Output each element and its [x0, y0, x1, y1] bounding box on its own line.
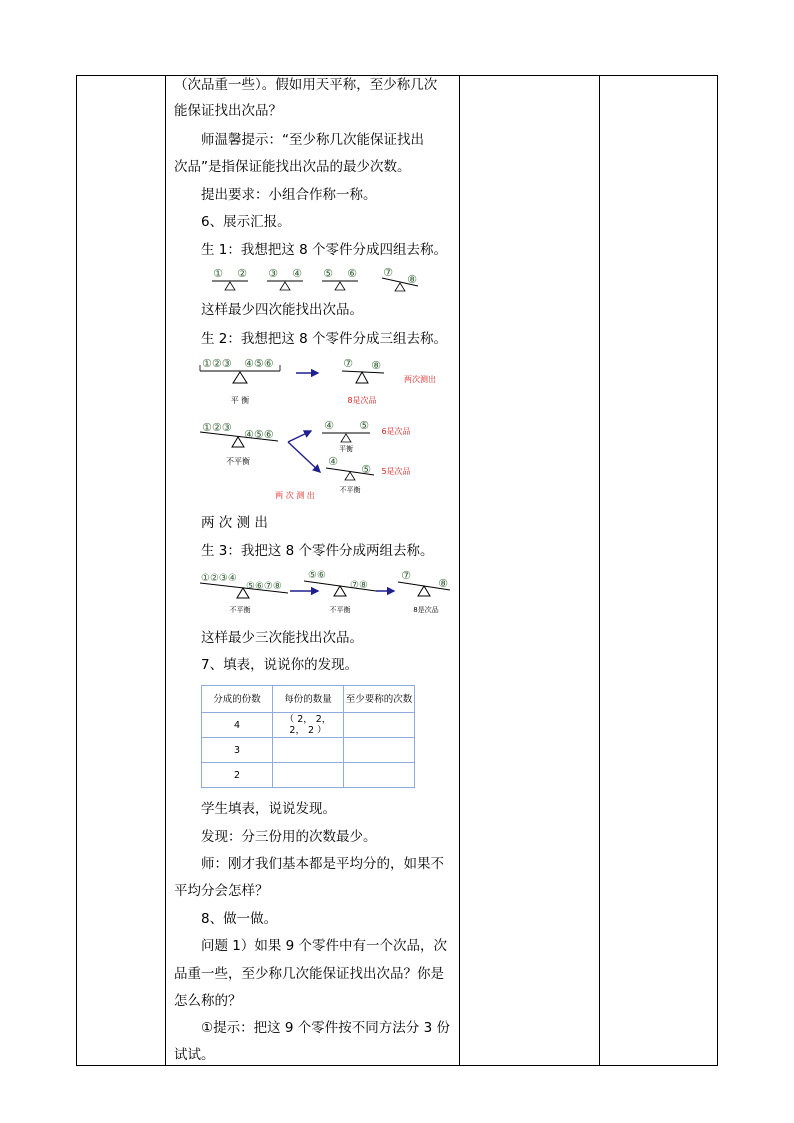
group-label: ⑤⑥⑦⑧	[246, 581, 282, 592]
table-cell	[273, 738, 344, 763]
paragraph: （次品重一些）。假如用天平称，至少称几次	[174, 77, 438, 93]
group-label: ①②③	[202, 357, 232, 370]
table-header-cell: 至少要称的次数	[344, 686, 415, 713]
part-label: ⑤	[361, 463, 371, 476]
result-label: 8是次品	[347, 396, 377, 405]
table-cell: 3	[202, 738, 273, 763]
balance-pair-2	[267, 267, 303, 290]
group-label: ①②③④	[201, 573, 237, 584]
result-label: 5是次品	[381, 467, 411, 476]
paragraph: 怎么称的？	[174, 993, 242, 1009]
result-label: 6是次品	[381, 427, 411, 436]
table-cell	[344, 738, 415, 763]
paragraph: 能保证找出次品？	[174, 103, 282, 119]
paragraph: 品重一些，至少称几次能保证找出次品？你是	[174, 966, 444, 982]
paragraph: 试试。	[174, 1047, 215, 1063]
part-label: ②	[237, 267, 247, 280]
table-cell: 2	[202, 763, 273, 788]
part-label: ⑤	[323, 267, 333, 280]
result-label: 8是次品	[413, 606, 439, 614]
group-label: ④⑤⑥	[244, 428, 274, 441]
paragraph: 这样最少三次能找出次品。	[201, 630, 363, 646]
paragraph: 平均分会怎样？	[174, 883, 269, 899]
paragraph: 发现：分三份用的次数最少。	[201, 829, 377, 845]
paragraph: 两 次 测 出	[201, 515, 268, 531]
note-label: 两 次 测 出	[275, 491, 315, 500]
table-header-cell: 每份的数量	[273, 686, 344, 713]
balance-pair-4	[382, 266, 418, 291]
paragraph: 生 1：我想把这 8 个零件分成四组去称。	[201, 242, 448, 258]
balance-figure-two-groups	[198, 566, 453, 618]
table-header-row	[202, 686, 415, 713]
group-label: ⑦⑧	[350, 580, 368, 591]
section-heading: 6、展示汇报。	[201, 214, 291, 230]
paragraph: 次品”是指保证能找出次品的最少次数。	[174, 159, 411, 175]
part-label: ④	[324, 419, 334, 432]
balance-status: 平衡	[339, 445, 353, 453]
part-label: ⑧	[407, 273, 417, 286]
balance-figure-three-groups	[198, 352, 448, 506]
part-label: ⑦	[343, 357, 353, 370]
table-cell	[344, 763, 415, 788]
note-label: 两次测出	[404, 375, 436, 384]
paragraph: 师：刚才我们基本都是平均分的，如果不	[201, 856, 444, 872]
balance-status: 不平衡	[339, 486, 361, 494]
table-row	[202, 713, 415, 738]
paragraph: 师温馨提示：“至少称几次能保证找出	[201, 132, 424, 148]
part-label: ⑧	[438, 577, 448, 590]
table-header-cell: 分成的份数	[202, 686, 273, 713]
group-label: ④⑤⑥	[244, 357, 274, 370]
table-cell: （ 2， 2， 2， 2 ）	[273, 713, 344, 738]
table-cell	[273, 763, 344, 788]
balance-status: 不平衡	[329, 606, 351, 614]
part-label: ⑧	[371, 359, 381, 372]
paragraph: ①提示：把这 9 个零件按不同方法分 3 份	[201, 1020, 450, 1036]
section-heading: 7、填表，说说你的发现。	[201, 657, 359, 673]
part-label: ⑤	[359, 419, 369, 432]
part-label: ①	[213, 267, 223, 280]
balance-pair-1	[212, 267, 248, 290]
column-divider	[459, 76, 460, 1065]
column-divider	[165, 76, 166, 1065]
part-label: ⑦	[401, 569, 411, 582]
part-label: ④	[328, 455, 338, 468]
balance-status: 不平衡	[226, 457, 250, 466]
arrow-icon	[288, 431, 311, 442]
table-row	[202, 738, 415, 763]
part-label: ③	[268, 267, 278, 280]
paragraph: 生 2：我想把这 8 个零件分成三组去称。	[201, 331, 448, 347]
paragraph: 学生填表，说说发现。	[201, 801, 336, 817]
table-cell	[344, 713, 415, 738]
paragraph: 问题 1）如果 9 个零件中有一个次品，次	[201, 938, 448, 954]
part-label: ⑦	[383, 266, 393, 279]
table-row	[202, 763, 415, 788]
balance-status: 不平衡	[229, 606, 251, 614]
paragraph: 提出要求：小组合作称一称。	[201, 187, 377, 203]
record-table	[201, 685, 415, 788]
balance-figure-four-groups	[200, 264, 430, 296]
paragraph: 这样最少四次能找出次品。	[201, 302, 363, 318]
balance-status: 平 衡	[230, 396, 250, 405]
column-divider	[599, 76, 600, 1065]
group-label: ①②③	[202, 421, 232, 434]
part-label: ⑥	[347, 267, 357, 280]
table-cell: 4	[202, 713, 273, 738]
balance-pair-3	[322, 267, 358, 290]
paragraph: 生 3：我把这 8 个零件分成两组去称。	[201, 543, 434, 559]
arrow-icon	[288, 442, 320, 472]
group-label: ⑤⑥	[308, 570, 326, 581]
section-heading: 8、做一做。	[201, 911, 278, 927]
part-label: ④	[292, 267, 302, 280]
